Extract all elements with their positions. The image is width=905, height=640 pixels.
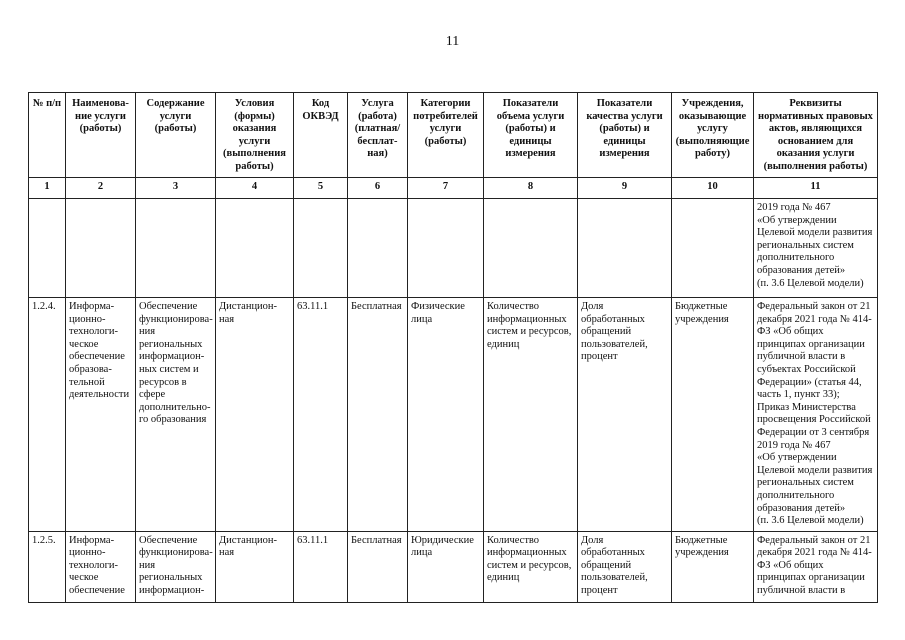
conditions-cell: Дистанцион-ная — [216, 298, 294, 532]
paid-cell: Бесплатная — [348, 531, 408, 602]
table-cell — [348, 199, 408, 298]
consumers-cell: Физические лица — [408, 298, 484, 532]
quality-cell: Доля обработанных обращений пользователей, процент — [578, 531, 672, 602]
header-cell-conditions: Условия (формы) оказания услуги (выполнения работы) — [216, 93, 294, 178]
services-table — [28, 92, 878, 603]
header-cell-requisites: Реквизиты нормативных правовых актов, являющихся основанием для оказания услуги (выполнения работы) — [754, 93, 878, 178]
paid-cell: Бесплатная — [348, 298, 408, 532]
service-content-cell: Обеспечение функционирова-ния региональных информацион-ных систем и ресурсов в сфере дополнительно-го образования — [136, 298, 216, 532]
volume-cell: Количество информационных систем и ресурсов, единиц — [484, 531, 578, 602]
column-number: 2 — [66, 178, 136, 199]
column-number-row — [29, 178, 878, 199]
table-cell — [294, 199, 348, 298]
table-row-1-2-4 — [29, 298, 878, 532]
header-cell-institutions: Учреждения, оказывающие услугу (выполняющие работу) — [672, 93, 754, 178]
table-cell — [578, 199, 672, 298]
column-number: 9 — [578, 178, 672, 199]
header-cell-paid: Услуга (работа) (платная/ бесплат-ная) — [348, 93, 408, 178]
okved-cell: 63.11.1 — [294, 531, 348, 602]
institutions-cell: Бюджетные учреждения — [672, 531, 754, 602]
header-cell-name: Наименова-ние услуги (работы) — [66, 93, 136, 178]
okved-cell: 63.11.1 — [294, 298, 348, 532]
service-content-cell: Обеспечение функционирова-ния региональных информацион- — [136, 531, 216, 602]
column-number: 3 — [136, 178, 216, 199]
row-number-cell: 1.2.4. — [29, 298, 66, 532]
table-cell — [484, 199, 578, 298]
row-number-cell: 1.2.5. — [29, 531, 66, 602]
service-name-cell: Информа-ционно-технологи-ческое обеспечение образова-тельной деятельности — [66, 298, 136, 532]
requisites-cell: Федеральный закон от 21 декабря 2021 года № 414-ФЗ «Об общих принципах организации публичной власти в — [754, 531, 878, 602]
column-number: 5 — [294, 178, 348, 199]
table-cell — [408, 199, 484, 298]
requisites-cell: Федеральный закон от 21 декабря 2021 года № 414-ФЗ «Об общих принципах организации публичной власти в субъектах Российской Федерации» (статья 44, часть 1, пункт 33); Приказ Министерства просвещения Российской Федерации от 3 сентября 2019 года № 467 «Об утверждении Целевой модели развития региональных систем дополнительного образования детей» (п. 3.6 Целевой модели) — [754, 298, 878, 532]
conditions-cell: Дистанцион-ная — [216, 531, 294, 602]
service-name-cell: Информа-ционно-технологи-ческое обеспечение — [66, 531, 136, 602]
table-cell — [29, 199, 66, 298]
header-cell-volume: Показатели объема услуги (работы) и единицы измерения — [484, 93, 578, 178]
header-cell-num: № п/п — [29, 93, 66, 178]
column-number: 11 — [754, 178, 878, 199]
column-number: 8 — [484, 178, 578, 199]
header-cell-content: Содержание услуги (работы) — [136, 93, 216, 178]
table-row-continuation — [29, 199, 878, 298]
column-number: 6 — [348, 178, 408, 199]
header-cell-quality: Показатели качества услуги (работы) и единицы измерения — [578, 93, 672, 178]
requisites-cell: 2019 года № 467 «Об утверждении Целевой модели развития региональных систем дополнительного образования детей» (п. 3.6 Целевой модели) — [754, 199, 878, 298]
column-number: 10 — [672, 178, 754, 199]
table-cell — [66, 199, 136, 298]
quality-cell: Доля обработанных обращений пользователей, процент — [578, 298, 672, 532]
header-cell-okved: Код ОКВЭД — [294, 93, 348, 178]
table-header-row — [29, 93, 878, 178]
header-cell-consumers: Категории потребителей услуги (работы) — [408, 93, 484, 178]
column-number: 7 — [408, 178, 484, 199]
page-number: 11 — [445, 34, 460, 49]
table-cell — [672, 199, 754, 298]
column-number: 4 — [216, 178, 294, 199]
table-cell — [136, 199, 216, 298]
column-number: 1 — [29, 178, 66, 199]
table-row-1-2-5 — [29, 531, 878, 602]
table-cell — [216, 199, 294, 298]
volume-cell: Количество информационных систем и ресурсов, единиц — [484, 298, 578, 532]
consumers-cell: Юридические лица — [408, 531, 484, 602]
institutions-cell: Бюджетные учреждения — [672, 298, 754, 532]
